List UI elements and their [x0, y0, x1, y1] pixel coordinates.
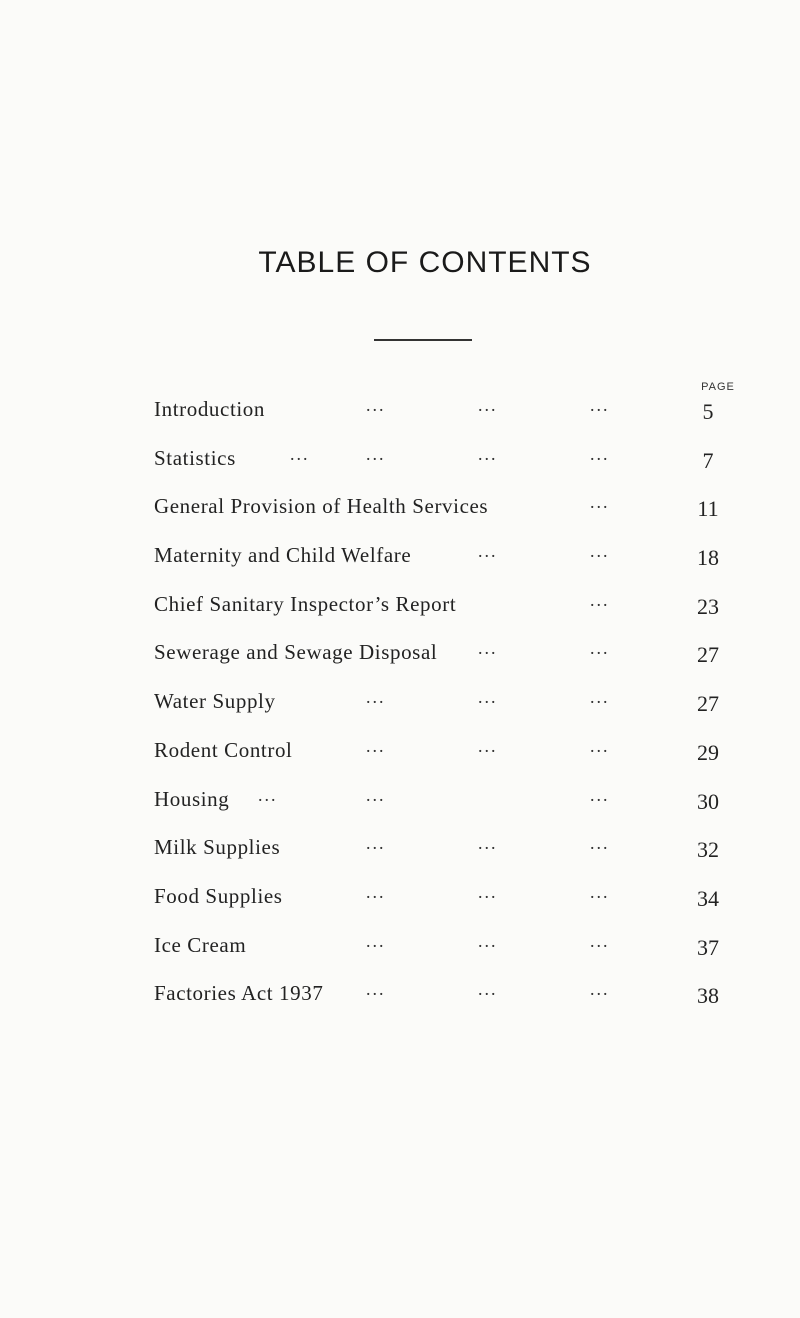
entry-page-number: 11 [697, 496, 719, 522]
contents-list [0, 397, 800, 1030]
entry-label: Introduction [154, 397, 266, 421]
toc-entry-sewerage [0, 640, 800, 689]
toc-entry-introduction [0, 397, 800, 446]
entry-page-number: 27 [697, 642, 719, 668]
entry-label: Maternity and Child Welfare [154, 543, 412, 568]
dot-leader: ... [478, 687, 498, 708]
dot-leader: ... [478, 735, 498, 756]
dot-leader: ... [366, 443, 386, 464]
toc-entry-sanitary-inspector [0, 589, 800, 641]
entry-page-number: 18 [697, 545, 719, 571]
dot-leader: ... [478, 833, 498, 854]
toc-entry-water-supply [0, 689, 800, 738]
entry-label: Milk Supplies [154, 835, 281, 860]
dot-leader: ... [478, 443, 498, 464]
entry-page-number: 23 [697, 593, 719, 619]
dot-leader: ... [590, 930, 610, 951]
dot-leader: ... [590, 735, 610, 756]
entry-page-number: 29 [697, 739, 719, 765]
entry-page-number: 30 [697, 788, 719, 814]
page-column-header: PAGE [701, 381, 735, 393]
entry-label: Chief Sanitary Inspector’s Report [154, 591, 457, 616]
dot-leader: ... [478, 979, 498, 1000]
entry-label: Ice Cream [154, 932, 247, 957]
toc-entry-food-supplies [0, 881, 800, 933]
dot-leader: ... [478, 881, 498, 902]
entry-label: Sewerage and Sewage Disposal [154, 640, 438, 665]
entry-page-number: 34 [697, 885, 719, 911]
dot-leader: ... [366, 735, 386, 756]
dot-leader: ... [290, 443, 310, 464]
dot-leader: ... [590, 784, 610, 805]
toc-entry-rodent-control [0, 735, 800, 787]
dot-leader: ... [366, 979, 386, 1000]
entry-page-number: 32 [697, 837, 719, 863]
entry-label: Statistics [154, 445, 236, 470]
dot-leader: ... [590, 881, 610, 902]
entry-page-number: 5 [702, 399, 714, 424]
toc-entry-ice-cream [0, 930, 800, 982]
entry-label: General Provision of Health Services [154, 494, 489, 519]
toc-entry-maternity [0, 543, 800, 592]
entry-label: Food Supplies [154, 883, 283, 908]
toc-entry-statistics [0, 443, 800, 495]
dot-leader: ... [258, 784, 278, 805]
dot-leader: ... [366, 930, 386, 951]
dot-leader: ... [478, 638, 498, 659]
entry-label: Water Supply [154, 689, 276, 714]
entry-label: Factories Act 1937 [154, 981, 324, 1006]
dot-leader: ... [478, 930, 498, 951]
toc-entry-milk-supplies [0, 835, 800, 884]
entry-label: Housing [154, 786, 230, 811]
dot-leader: ... [590, 541, 610, 562]
dot-leader: ... [590, 589, 610, 610]
dot-leader: ... [478, 541, 498, 562]
dot-leader: ... [366, 784, 386, 805]
entry-page-number: 38 [697, 983, 719, 1009]
dot-leader: ... [366, 687, 386, 708]
dot-leader: ... [590, 395, 610, 415]
toc-entry-housing [0, 784, 800, 836]
entry-page-number: 37 [697, 934, 719, 960]
dot-leader: ... [590, 492, 610, 513]
dot-leader: ... [478, 395, 498, 415]
page-title: TABLE OF CONTENTS [258, 246, 592, 279]
dot-leader: ... [590, 687, 610, 708]
dot-leader: ... [590, 833, 610, 854]
dot-leader: ... [590, 443, 610, 464]
dot-leader: ... [366, 881, 386, 902]
toc-entry-factories-act [0, 981, 800, 1030]
entry-label: Rodent Control [154, 737, 293, 762]
toc-entry-general-provision [0, 494, 800, 543]
dot-leader: ... [590, 638, 610, 659]
entry-page-number: 7 [702, 447, 714, 473]
dot-leader: ... [366, 833, 386, 854]
dot-leader: ... [590, 979, 610, 1000]
title-divider [374, 339, 472, 341]
entry-page-number: 27 [697, 691, 719, 717]
dot-leader: ... [366, 395, 386, 415]
